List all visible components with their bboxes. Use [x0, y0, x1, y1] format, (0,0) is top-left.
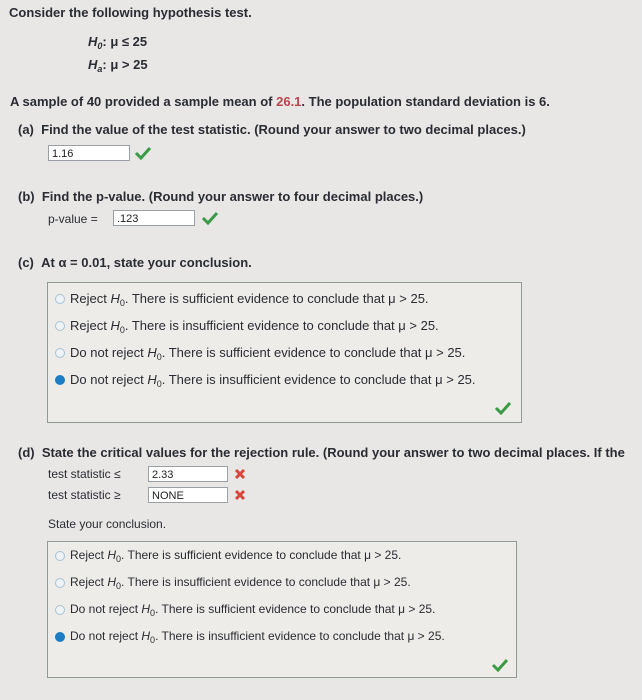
part-d-prompt: (d) State the critical values for the rejection rule. (Round your answer to two decimal places. If the: [18, 445, 625, 460]
state-conclusion-label: State your conclusion.: [48, 517, 167, 531]
part-a-prompt: (a) Find the value of the test statistic. (Round your answer to two decimal places.): [18, 122, 526, 137]
correct-check-icon: [494, 401, 512, 415]
part_c-option-label-4[interactable]: Do not reject $H_0$. There is insufficient evidence to conclude that μ > 25.: [70, 372, 476, 389]
part_c-option-radio-4[interactable]: [55, 375, 65, 385]
incorrect-x-icon: [234, 489, 246, 501]
part_d-option-label-4[interactable]: Do not reject $H_0$. There is insufficient evidence to conclude that μ > 25.: [70, 629, 445, 645]
part_c-option-label-3[interactable]: Do not reject $H_0$. There is sufficient evidence to conclude that μ > 25.: [70, 345, 466, 362]
part_d-option-label-3[interactable]: Do not reject $H_0$. There is sufficient evidence to conclude that μ > 25.: [70, 602, 436, 618]
ts-ge-label: test statistic ≥: [48, 488, 121, 502]
part_d-option-label-1[interactable]: Reject $H_0$. There is sufficient evidence to conclude that μ > 25.: [70, 548, 402, 564]
critical-value-ge-input[interactable]: NONE: [148, 487, 228, 503]
part_c-option-radio-2[interactable]: [55, 321, 65, 331]
intro-text: Consider the following hypothesis test.: [9, 5, 252, 20]
correct-check-icon: [201, 211, 219, 225]
p-value-label: p-value =: [48, 212, 98, 226]
part-b-prompt: (b) Find the p-value. (Round your answer to four decimal places.): [18, 189, 424, 204]
ts-le-label: test statistic ≤: [48, 467, 121, 481]
correct-check-icon: [491, 658, 509, 672]
part_c-option-radio-3[interactable]: [55, 348, 65, 358]
sample-mean-value: 26.1: [276, 94, 302, 109]
part_c-option-label-1[interactable]: Reject $H_0$. There is sufficient evidence to conclude that μ > 25.: [70, 291, 429, 308]
part_d-option-radio-3[interactable]: [55, 605, 65, 615]
part_d-option-label-2[interactable]: Reject $H_0$. There is insufficient evidence to conclude that μ > 25.: [70, 575, 411, 591]
part_c-option-radio-1[interactable]: [55, 294, 65, 304]
alt-hypothesis: $H_a$: μ > 25: [88, 57, 148, 74]
part-c-prompt: (c) At α = 0.01, state your conclusion.: [18, 255, 252, 270]
part_d-option-radio-1[interactable]: [55, 551, 65, 561]
null-hypothesis: $H_0$: μ ≤ 25: [88, 34, 148, 51]
critical-value-le-input[interactable]: 2.33: [148, 466, 228, 482]
test-statistic-input[interactable]: 1.16: [48, 145, 130, 161]
correct-check-icon: [134, 146, 152, 160]
part_d-option-radio-4[interactable]: [55, 632, 65, 642]
incorrect-x-icon: [234, 468, 246, 480]
part_d-option-radio-2[interactable]: [55, 578, 65, 588]
part_c-option-label-2[interactable]: Reject $H_0$. There is insufficient evidence to conclude that μ > 25.: [70, 318, 439, 335]
p-value-input[interactable]: .123: [113, 210, 195, 226]
problem-stem: A sample of 40 provided a sample mean of 26.1. The population standard deviation is 6.: [10, 94, 550, 109]
